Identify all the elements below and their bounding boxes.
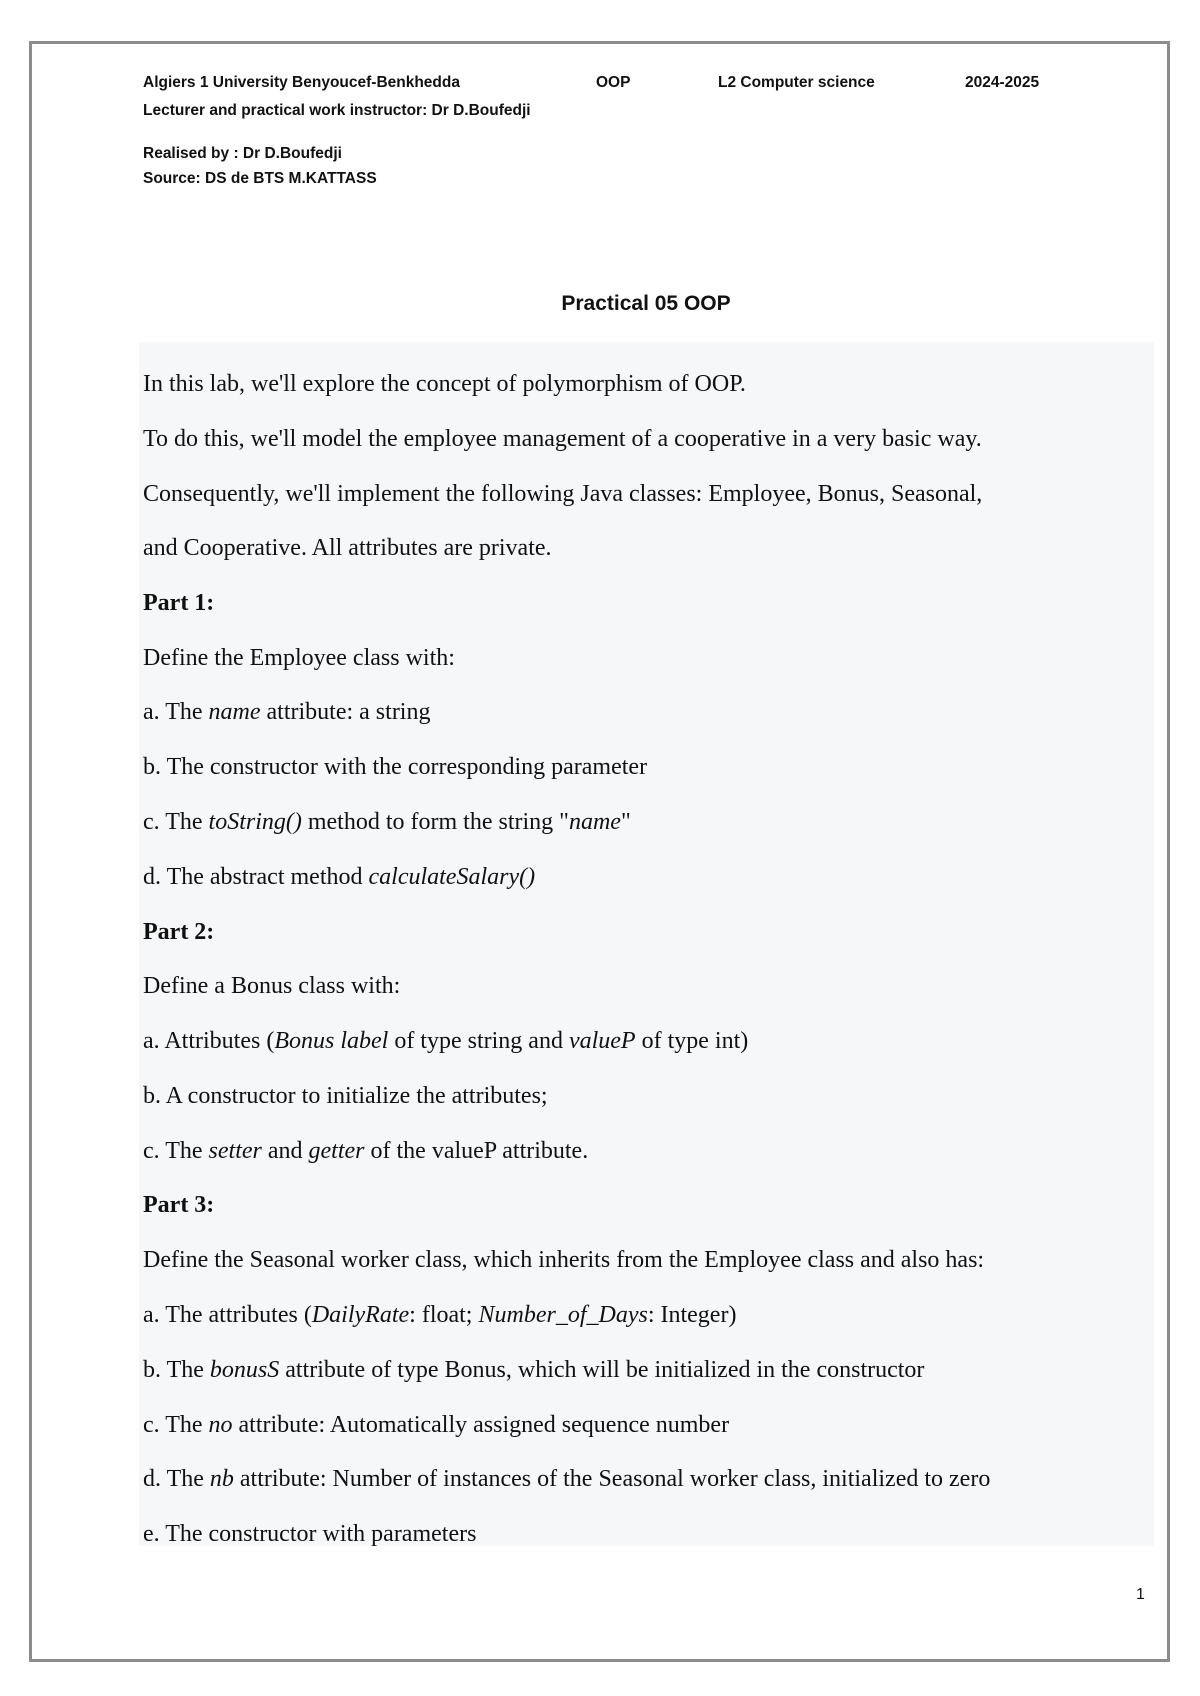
part3-heading: Part 3: [143, 1192, 215, 1218]
header-realised-by: Realised by : Dr D.Boufedji [143, 145, 342, 162]
part3-item-e: e. The constructor with parameters [143, 1521, 477, 1547]
part3-item-d: d. The nb attribute: Number of instances of the Seasonal worker class, initialized to zero [143, 1466, 991, 1492]
part1-item-b: b. The constructor with the corresponding parameter [143, 754, 648, 780]
part1-item-a: a. The name attribute: a string [143, 699, 431, 725]
intro-line-4: and Cooperative. All attributes are private. [143, 535, 552, 561]
part1-heading: Part 1: [143, 590, 215, 616]
part2-item-b: b. A constructor to initialize the attributes; [143, 1083, 548, 1109]
part3-item-c: c. The no attribute: Automatically assigned sequence number [143, 1412, 730, 1438]
page-title: Practical 05 OOP [561, 292, 731, 315]
intro-line-1: In this lab, we'll explore the concept of polymorphism of OOP. [143, 371, 746, 397]
header-lecturer: Lecturer and practical work instructor: Dr D.Boufedji [143, 102, 531, 119]
part1-item-d: d. The abstract method calculateSalary() [143, 864, 536, 890]
intro-line-3: Consequently, we'll implement the following Java classes: Employee, Bonus, Seasonal, [143, 481, 983, 507]
part3-item-b: b. The bonusS attribute of type Bonus, which will be initialized in the constructor [143, 1357, 925, 1383]
page-number: 1 [1136, 1586, 1145, 1603]
header-year: 2024-2025 [965, 74, 1040, 91]
part1-intro: Define the Employee class with: [143, 645, 455, 671]
part2-item-a: a. Attributes (Bonus label of type string and valueP of type int) [143, 1028, 749, 1054]
part2-intro: Define a Bonus class with: [143, 973, 401, 999]
part1-item-c: c. The toString() method to form the string "name" [143, 809, 631, 835]
part3-intro: Define the Seasonal worker class, which inherits from the Employee class and also has: [143, 1247, 985, 1273]
header-university: Algiers 1 University Benyoucef-Benkhedda [143, 74, 460, 91]
part2-heading: Part 2: [143, 919, 215, 945]
part2-item-c: c. The setter and getter of the valueP attribute. [143, 1138, 589, 1164]
header-source: Source: DS de BTS M.KATTASS [143, 170, 377, 187]
intro-line-2: To do this, we'll model the employee management of a cooperative in a very basic way. [143, 426, 982, 452]
part3-item-a: a. The attributes (DailyRate: float; Number_of_Days: Integer) [143, 1302, 737, 1328]
header-level: L2 Computer science [718, 74, 875, 91]
header-course: OOP [596, 74, 631, 91]
